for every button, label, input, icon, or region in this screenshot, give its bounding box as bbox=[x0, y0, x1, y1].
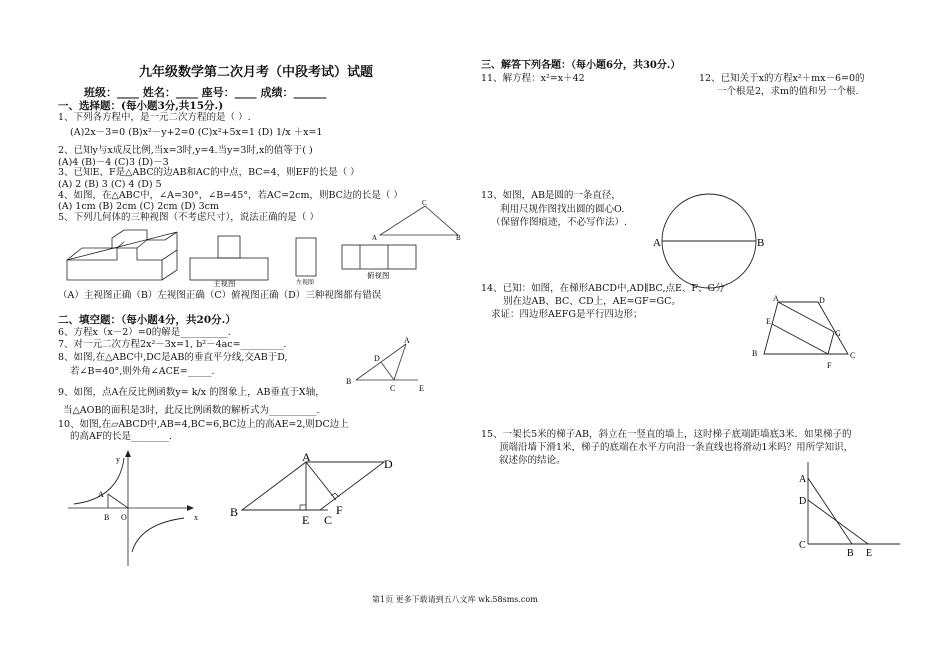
student-info-line: 班级：____ 姓名：____ 座号：____ 成绩：______ bbox=[84, 86, 327, 99]
page-footer: 第1页 更多下载请到五八文库 wk.58sms.com bbox=[372, 595, 538, 604]
label-c: C bbox=[324, 513, 333, 527]
question-14-line3: 求证：四边形AEFG是平行四边形； bbox=[491, 309, 643, 320]
question-12-line1: 12、已知关于x的方程x²＋mx－6=0的 bbox=[699, 73, 865, 84]
question-10-line2: 的高AF的长是________. bbox=[70, 431, 172, 442]
top-view-figure bbox=[340, 243, 420, 273]
label-b: B bbox=[104, 513, 110, 522]
section1-heading: 一、选择题：(每小题3分,共15分.) bbox=[58, 100, 224, 112]
question-5-options: （A）主视图正确（B）左视图正确（C）俯视图正确（D）三种视图都有错误 bbox=[58, 290, 382, 301]
label-f: F bbox=[336, 503, 343, 517]
question-1-options: (A)2x－3=0 (B)x²－y+2=0 (C)x²+5x=1 (D) 1/x ＋x=1 bbox=[70, 127, 323, 138]
question-4-options: (A) 1cm (B) 2cm (C) 2cm (D) 3cm bbox=[58, 201, 220, 212]
label-a: A bbox=[773, 294, 779, 303]
label-d: D bbox=[819, 296, 825, 305]
question-7: 7、对一元二次方程2x²－3x=1, b²－4ac=_________. bbox=[58, 339, 287, 350]
label-a: A bbox=[98, 490, 104, 499]
label-o: O bbox=[121, 513, 127, 522]
label-x: x bbox=[194, 513, 198, 522]
label-e: E bbox=[419, 384, 424, 393]
label-d: D bbox=[384, 457, 393, 471]
label-d: D bbox=[799, 496, 807, 507]
question-8-line2: 若∠B=40°,则外角∠ACE=_____. bbox=[70, 366, 215, 377]
label-c: C bbox=[390, 384, 396, 393]
left-view-label: 左视图 bbox=[296, 279, 315, 286]
section3-heading: 三、解答下列各题：（每小题6分，共30分.） bbox=[481, 60, 681, 71]
label-b: B bbox=[346, 377, 352, 386]
question-11: 11、解方程：x²=x＋42 bbox=[481, 73, 585, 84]
question-3: 3、已知E、F是△ABC的边AB和AC的中点，BC=4，则EF的长是（ ） bbox=[58, 167, 360, 178]
label-a: A bbox=[302, 450, 311, 464]
question-13-line1: 13、如图，AB是圆的一条直径， bbox=[481, 190, 621, 201]
label-b: B bbox=[230, 505, 239, 519]
question-2: 2、已知y与x成反比例,当x=3时,y=4.当y=3时,x的值等于( ) bbox=[58, 145, 313, 156]
label-e: E bbox=[302, 513, 310, 527]
label-e: E bbox=[766, 317, 771, 326]
front-view-label: 主视图 bbox=[213, 279, 236, 288]
question-14-line2: 别在边AB、BC、CD上，AE=GF=GC。 bbox=[503, 296, 681, 307]
label-b: B bbox=[456, 234, 461, 242]
question-2-options: (A)4 (B)－4 (C)3 (D)－3 bbox=[58, 157, 169, 168]
question-13-line3: （保留作图痕迹，不必写作法）. bbox=[491, 217, 628, 228]
label-b: B bbox=[847, 548, 854, 559]
question-14-line1: 14、已知：如图，在梯形ABCD中,AD∥BC,点E、F、G分 bbox=[481, 283, 725, 294]
q9-hyperbola-figure bbox=[66, 448, 200, 570]
question-9-line1: 9、如图，点A在反比例函数y= k/x 的图象上，AB垂直于X轴， bbox=[58, 387, 325, 398]
question-15-line2: 顶端沿墙下滑1米，梯子的底端在水平方向沿一条直线也将滑动1米吗？用所学知识， bbox=[499, 442, 854, 453]
q15-ladder-figure bbox=[796, 460, 906, 560]
q13-circle-figure bbox=[652, 190, 772, 295]
label-y: y bbox=[116, 455, 120, 464]
label-b: B bbox=[757, 237, 765, 249]
question-4: 4、如图，在△ABC中，∠A=30°，∠B=45°，若AC=2cm，则BC边的长是（ ） bbox=[58, 190, 403, 201]
label-e: E bbox=[866, 548, 873, 559]
question-9-line2: 当△AOB的面积是3时，此反比例函数的解析式为__________. bbox=[63, 405, 320, 416]
q14-trapezoid-figure bbox=[748, 292, 863, 372]
q5-solid-figure bbox=[62, 228, 182, 286]
question-15-line1: 15、一架长5米的梯子AB，斜立在一竖直的墙上，这时梯子底端距墙底3米．如果梯子的 bbox=[481, 429, 852, 440]
left-view-figure bbox=[294, 236, 320, 280]
label-f: F bbox=[827, 361, 832, 370]
front-view-figure bbox=[188, 234, 270, 284]
label-g: G bbox=[835, 329, 841, 338]
question-10-line1: 10、如图,在▱ABCD中,AB=4,BC=6,BC边上的高AE=2,则DC边上 bbox=[58, 419, 349, 430]
question-6: 6、方程x（x－2）=0的解是__________. bbox=[58, 327, 231, 338]
label-d: D bbox=[374, 354, 380, 363]
label-a: A bbox=[799, 474, 807, 485]
page-title: 九年级数学第二次月考（中段考试）试题 bbox=[139, 65, 374, 80]
section2-heading: 二、填空题：（每小题4分，共20分.） bbox=[58, 314, 236, 326]
question-1: 1、下列各方程中，是一元二次方程的是（ ）. bbox=[58, 112, 251, 123]
label-c: C bbox=[850, 351, 856, 360]
q10-parallelogram-figure bbox=[228, 452, 400, 532]
question-13-line2: 利用尺规作图找出圆的圆心O. bbox=[500, 204, 625, 215]
label-a: A bbox=[372, 234, 378, 242]
question-3-options: (A) 2 (B) 3 (C) 4 (D) 5 bbox=[58, 179, 162, 190]
question-8-line1: 8、如图,在△ABC中,DC是AB的垂直平分线,交AB于D, bbox=[58, 352, 288, 363]
label-c: C bbox=[422, 199, 427, 207]
q4-triangle-figure bbox=[370, 198, 465, 243]
label-a: A bbox=[653, 237, 661, 249]
question-12-line2: 一个根是2，求m的值和另一个根. bbox=[717, 86, 859, 97]
top-view-label: 俯视图 bbox=[367, 271, 390, 280]
label-c: C bbox=[799, 540, 806, 551]
label-b: B bbox=[752, 349, 758, 358]
q8-triangle-figure bbox=[344, 334, 434, 394]
question-15-line3: 叙述你的结论。 bbox=[499, 455, 566, 466]
label-a: A bbox=[404, 336, 410, 345]
question-5: 5、下列几何体的三种视图（不考虑尺寸），说法正确的是（ ） bbox=[58, 212, 319, 223]
